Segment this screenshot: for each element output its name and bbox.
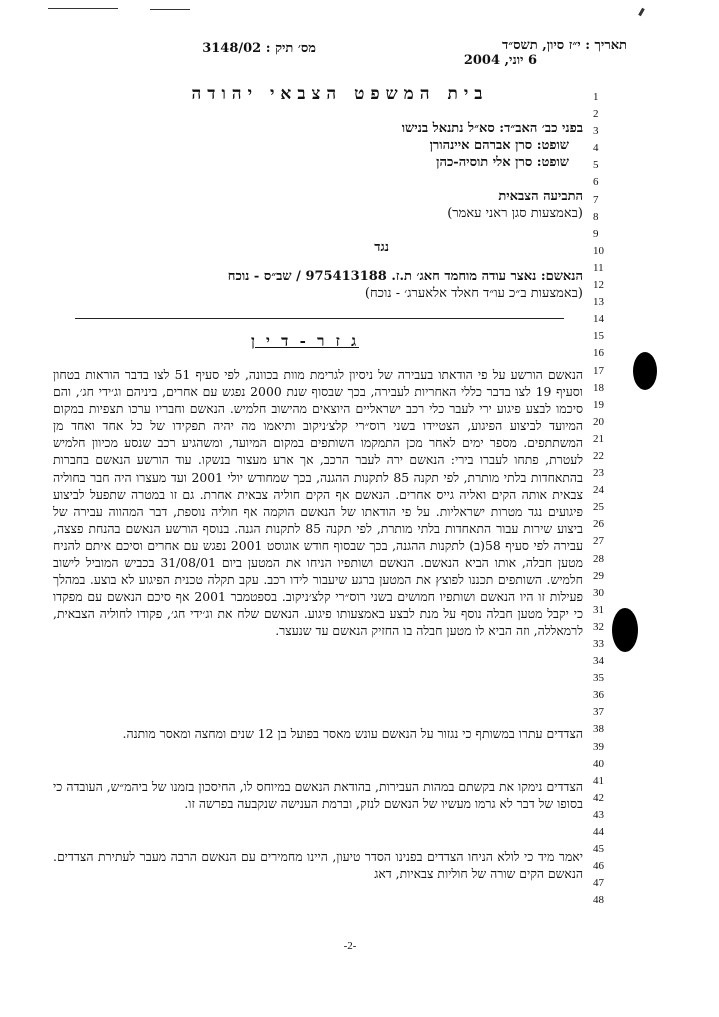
versus-label: נגד [374, 240, 389, 255]
line-number: 24 [593, 484, 604, 497]
prosecution-counsel: (באמצעות סגן ראני עאמר) [447, 206, 583, 221]
divider [75, 318, 564, 319]
line-number: 26 [593, 518, 604, 531]
line-number: 22 [593, 449, 604, 462]
line-number: 18 [593, 381, 604, 394]
line-number: 2 [593, 108, 599, 121]
line-number: 42 [593, 791, 604, 804]
line-number: 20 [593, 415, 604, 428]
paragraph-3: הצדדים נימקו את בקשתם במהות העבירות, בהודאת הנאשם במיוחס לו, החיסכון בזמנו של ביהמ״ש, העובדה כי בסופו של דבר לא גרמו מעשיו של הנאשם לנזק, וברמת הענישה שנקבעה בפרשה זו. [53, 779, 583, 812]
paragraph-4: יאמר מיד כי לולא הניחו הצדדים בפנינו הסדר טיעון, היינו מחמירים עם הנאשם הרבה מעבר לעתירת הצדדים. הנאשם הקים שורה של חוליות צבאיות, דאג [53, 849, 583, 882]
line-number: 8 [593, 210, 599, 223]
line-number: 7 [593, 193, 599, 206]
line-number: 33 [593, 638, 604, 650]
line-number: 11 [593, 261, 604, 274]
line-number: 44 [593, 826, 604, 839]
line-number: 41 [593, 774, 604, 787]
verdict-heading: ג ז ר - ד י ן [250, 332, 360, 350]
line-number: 37 [593, 706, 604, 719]
line-number: 21 [593, 432, 604, 445]
line-number: 15 [593, 330, 604, 343]
line-number: 13 [593, 296, 604, 309]
case-number: מס׳ תיק : 3148/02 [202, 41, 316, 56]
line-number: 25 [593, 501, 604, 514]
line-number: 39 [593, 740, 604, 753]
page-number: -2- [343, 940, 357, 952]
court-title: בית המשפט הצבאי יהודה [191, 84, 489, 104]
defendant-counsel: (באמצעות ב״כ עו״ד חאלד אלאערג׳ - נוכח) [364, 286, 583, 301]
header-date [367, 38, 627, 68]
line-number: 43 [593, 808, 604, 821]
panel-president: בפני כב׳ האב״ד: סא״ל נתנאל בנישו [401, 121, 583, 136]
line-number: 47 [593, 877, 604, 890]
line-numbers [593, 89, 617, 910]
line-number: 38 [593, 723, 604, 736]
scan-mark [150, 9, 190, 10]
line-number: 27 [593, 535, 604, 548]
paragraph-1: הנאשם הורשע על פי הודאתו בעבירה של ניסיון לגרימת מוות בכוונה, לפי סעיף 51 לצו בדבר הוראות בטחון וסעיף 19 לצו בדבר כללי האחריות לעבירה, בכך שבסוף שנת 2000 נפגש עם אחרים, ביניהם וג׳ידי חג׳, והם סיכמו לבצע פיגוע ירי לעבר כלי רכב ישראליים היוצאים מהישוב חלמיש. הנאשם וחבריו ערכו תצפיות במקום המיועד לביצוע הפיגוע, הצטיידו בשני רוס״רי קלצ׳ניקוב ותיאמו מה יהיה תפקידו של כל אחד ואחד מן המשתתפים. מספר ימים לאחר מכן התמקמו השותפים במקום המיועד, ומשהגיע רכב שנסע מכיוון חלמיש לעטרת, פתחו לעברו בירי: הנאשם ירה לעבר הרכב, אך ארע מעצור בנשקו. עוד הורשע הנאשם בחברות בהתאחדות בלתי מותרת, לפי תקנה 85 לתקנות ההגנה, בכך שמחודש יולי 2001 ועד מעצרו היה חבר בחוליה צבאית אותה הקים ואליה גייס אחרים. הנאשם אף הקים חוליה צבאית אחרת. גם זו במטרה שתפעל לביצוע פיגועים נגד מטרות ישראליות. על פי הודאתו של הנאשם הוקמה אף חוליה נוספת, דבר המהווה עבירה של ביצוע שירות עבור התאחדות בלתי מותרת, לפי תקנה 85 לתקנות הגנה. בנוסף הורשע הנאשם בהנחת פצצה, עבירה לפי סעיף 58(ב) לתקנות ההגנה, בכך שבסוף חודש אוגוסט 2001 נפגש עם אחרים וסיכם איתם להניח מטען חבלה, אותו הביא הנאשם. הנאשם ושותפיו הניחו את המטען ביום 31/08/01 בכביש המוביל לישוב חלמיש. השותפים תכננו לפוצץ את המטען ברגע שיעבור לידו רכב. עקב תקלה טכנית הפיגוע לא בוצע. במהלך פעילות זו היו הנאשם ושותפיו חמושים בשני רוס״רי קלצ׳ניקוב. בספטמבר 2001 אף סיכם הנאשם עם מפקדו כי יקבל מטען חבלה נוסף על מנת לבצע באמצעותו פיגוע. הנאשם שלח את וג׳ידי חג׳, פקודו לחוליה הצבאית, לרמאללה, וזה הביא לו מטען חבלה בו החזיק הנאשם עד שנעצר. [53, 367, 583, 639]
scan-mark [48, 8, 118, 9]
line-number: 35 [593, 672, 604, 685]
line-number: 10 [593, 244, 604, 257]
line-number: 16 [593, 347, 604, 360]
line-number: 23 [593, 467, 604, 480]
line-number: 12 [593, 279, 604, 292]
line-number: 31 [593, 603, 604, 616]
line-number: 45 [593, 843, 604, 856]
scan-mark [638, 8, 645, 16]
line-number: 19 [593, 398, 604, 411]
line-number: 46 [593, 860, 604, 873]
line-number: 30 [593, 586, 604, 599]
punch-hole-mark [633, 352, 657, 390]
line-number: 1 [593, 91, 599, 103]
date-hebrew: תאריך : י״ז סיון, תשס״ד [501, 38, 627, 53]
line-number: 5 [593, 159, 599, 172]
line-number: 17 [593, 364, 604, 377]
line-number: 36 [593, 689, 604, 702]
panel-judge-1: שופט: סרן אברהם איינהורן [429, 138, 569, 153]
line-number: 28 [593, 552, 604, 565]
line-number: 9 [593, 227, 599, 240]
defendant-line: הנאשם: נאצר עודה מוחמד חאג׳ ת.ז. 975413188 / שב״ס - נוכח [227, 269, 583, 284]
date-gregorian: 6 יוני, 2004 [463, 53, 537, 68]
line-number: 32 [593, 620, 604, 633]
paragraph-2: הצדדים עתרו במשותף כי נגזור על הנאשם עונש מאסר בפועל בן 12 שנים ומחצה ומאסר מותנה. [122, 726, 583, 741]
line-number: 48 [593, 894, 604, 907]
line-number: 40 [593, 757, 604, 770]
line-number: 14 [593, 313, 604, 326]
panel-judge-2: שופט: סרן אלי תוסיה-כהן [436, 155, 569, 170]
prosecution-label: התביעה הצבאית [498, 189, 583, 204]
line-number: 34 [593, 655, 604, 668]
line-number: 29 [593, 569, 604, 582]
line-number: 3 [593, 125, 599, 138]
line-number: 6 [593, 176, 599, 189]
line-number: 4 [593, 142, 599, 155]
